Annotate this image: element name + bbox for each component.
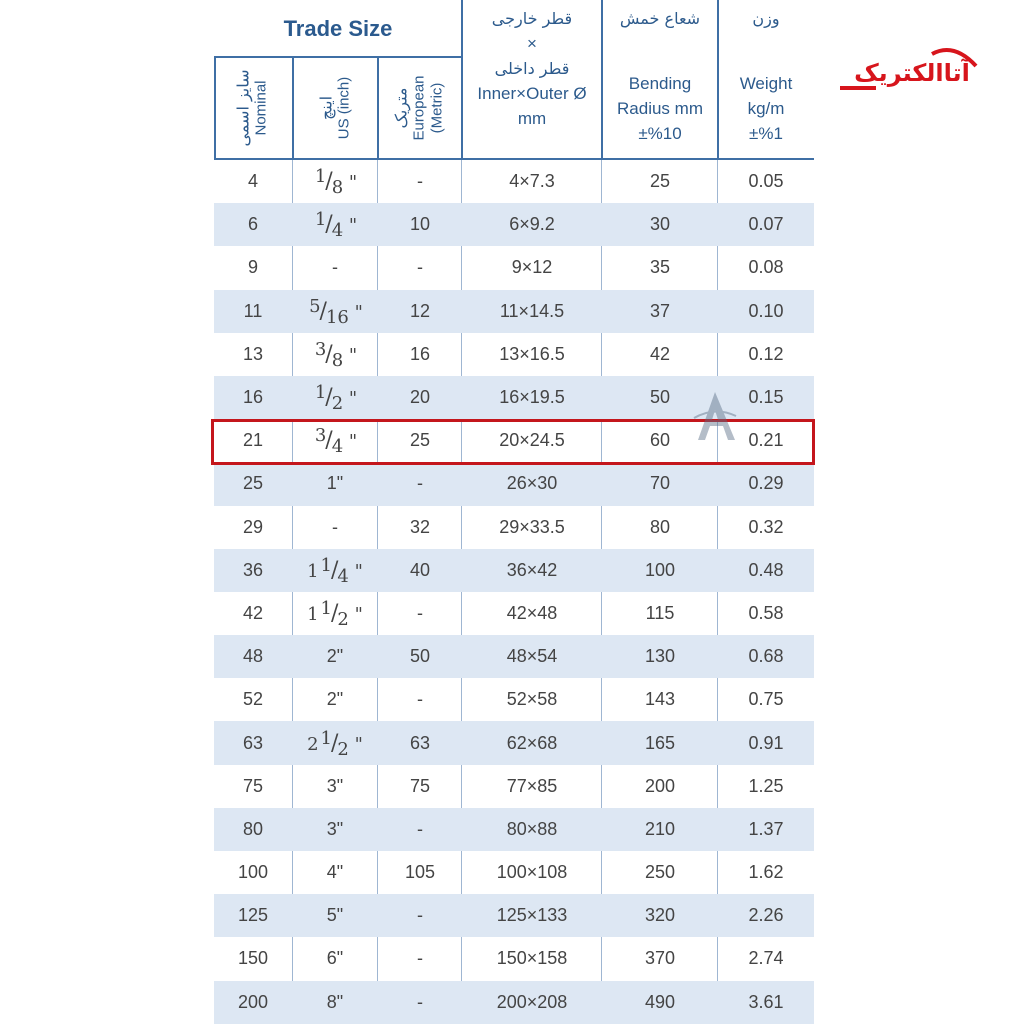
nominal-cell: 25 — [242, 473, 264, 494]
nominal-cell: 29 — [242, 516, 264, 537]
trade-size-underline — [214, 56, 462, 58]
diameter-header-inner-fa: قطر داخلی — [494, 59, 570, 78]
metric-cell: 75 — [409, 775, 431, 796]
metric-cell: 105 — [404, 862, 436, 883]
table-row — [214, 981, 814, 1024]
us-inch-cell: 6" — [326, 948, 344, 969]
us-inch-cell — [292, 382, 378, 415]
weight-cell: 1.25 — [748, 775, 784, 796]
bending-radius-cell: 210 — [644, 818, 676, 839]
weight-cell: 1.37 — [748, 818, 784, 839]
fraction-numerator: 3 — [314, 338, 327, 360]
metric-header-en: (Metric) — [429, 82, 446, 134]
nominal-cell: 13 — [242, 343, 264, 364]
fraction-numerator: 5 — [309, 295, 321, 317]
nominal-cell: 4 — [247, 171, 258, 192]
bending-radius-cell: 50 — [649, 387, 671, 408]
diameter-cell: 77×85 — [506, 775, 558, 796]
metric-cell: - — [417, 257, 423, 278]
diameter-header-en: Inner×Outer Ø — [477, 84, 587, 103]
bending-radius-cell: 35 — [649, 257, 671, 278]
bending-radius-cell: 130 — [644, 646, 676, 667]
nominal-cell: 21 — [242, 430, 264, 451]
metric-cell: 50 — [409, 646, 431, 667]
metric-cell: - — [417, 818, 423, 839]
fraction-inch-mark: " — [343, 344, 358, 366]
header-divider — [377, 57, 379, 159]
metric-cell: 16 — [409, 343, 431, 364]
diameter-cell: 9×12 — [511, 257, 553, 278]
table-row — [214, 808, 814, 851]
table-row — [214, 462, 814, 505]
bending-header-fa: شعاع خمش — [619, 9, 701, 28]
diameter-cell: 42×48 — [506, 602, 558, 623]
bending-header-tolerance: ±%10 — [638, 124, 682, 143]
diameter-cell: 29×33.5 — [499, 516, 565, 537]
weight-header-fa: وزن — [752, 9, 780, 28]
diameter-cell: 52×58 — [506, 689, 558, 710]
metric-cell: 20 — [409, 387, 431, 408]
fraction-slash: / — [325, 428, 333, 454]
header-divider — [292, 57, 294, 159]
us-inch-cell — [292, 166, 378, 199]
us-inch-cell: 4" — [326, 862, 344, 883]
metric-cell: 32 — [409, 516, 431, 537]
logo-text: آتاالکتریک — [854, 59, 970, 87]
nominal-cell: 42 — [242, 602, 264, 623]
weight-cell: 0.10 — [748, 300, 784, 321]
european-header-en: European — [411, 75, 428, 141]
us-inch-cell — [292, 338, 378, 371]
weight-header — [718, 0, 814, 165]
fraction-slash: / — [325, 212, 333, 238]
bending-radius-cell: 100 — [644, 559, 676, 580]
fraction-inch-mark: " — [348, 560, 363, 582]
nominal-cell: 80 — [242, 818, 264, 839]
weight-cell: 2.26 — [748, 905, 784, 926]
nominal-cell: 9 — [247, 257, 258, 278]
metric-header-fa: متریک — [392, 87, 411, 129]
diameter-cell: 20×24.5 — [499, 430, 565, 451]
fraction — [313, 209, 358, 242]
fraction-slash: / — [325, 169, 333, 195]
weight-cell: 0.48 — [748, 559, 784, 580]
us-inch-cell — [292, 554, 378, 587]
fraction — [313, 166, 358, 199]
fraction — [313, 382, 358, 415]
table-row — [214, 506, 814, 549]
bending-radius-cell: 25 — [649, 171, 671, 192]
metric-cell: - — [417, 905, 423, 926]
metric-cell: 12 — [409, 300, 431, 321]
bending-radius-cell: 37 — [649, 300, 671, 321]
weight-cell: 0.75 — [748, 689, 784, 710]
metric-cell: 40 — [409, 559, 431, 580]
fraction-denominator: 8 — [331, 177, 344, 199]
header-divider — [717, 0, 719, 159]
weight-cell: 0.32 — [748, 516, 784, 537]
diameter-cell: 48×54 — [506, 646, 558, 667]
us-inch-header-en: US (inch) — [334, 76, 352, 140]
us-inch-header — [292, 57, 378, 159]
table-row — [214, 635, 814, 678]
fraction-numerator: 1 — [314, 209, 327, 231]
diameter-cell: 4×7.3 — [509, 171, 555, 192]
fraction-denominator: 2 — [337, 738, 349, 760]
bending-radius-cell: 60 — [649, 430, 671, 451]
bending-radius-cell: 320 — [644, 905, 676, 926]
weight-cell: 0.58 — [748, 602, 784, 623]
trade-size-title: Trade Size — [283, 16, 393, 41]
bending-radius-cell: 70 — [649, 473, 671, 494]
diameter-cell: 125×133 — [496, 905, 568, 926]
weight-cell: 0.07 — [748, 214, 784, 235]
fraction-slash: / — [325, 385, 333, 411]
diameter-cell: 13×16.5 — [499, 343, 565, 364]
diameter-cell: 36×42 — [506, 559, 558, 580]
table-row — [214, 290, 814, 333]
bending-radius-cell: 115 — [645, 602, 675, 623]
fraction-denominator: 2 — [331, 393, 344, 415]
us-inch-cell: 1" — [326, 473, 344, 494]
diameter-cell: 200×208 — [496, 991, 568, 1012]
table-row — [214, 851, 814, 894]
weight-cell: 0.15 — [748, 387, 784, 408]
weight-cell: 0.68 — [748, 646, 784, 667]
metric-cell: 63 — [409, 732, 431, 753]
fraction-inch-mark: " — [343, 172, 358, 194]
nominal-cell: 75 — [242, 775, 264, 796]
diameter-header-times: × — [527, 34, 537, 53]
fraction — [307, 727, 363, 760]
metric-cell: - — [417, 689, 423, 710]
bending-radius-cell: 200 — [644, 775, 676, 796]
data-table-body — [214, 160, 814, 1024]
weight-cell: 0.29 — [748, 473, 784, 494]
diameter-cell: 26×30 — [506, 473, 558, 494]
metric-cell: - — [417, 473, 423, 494]
weight-cell: 0.08 — [748, 257, 784, 278]
table-row — [214, 549, 814, 592]
nominal-cell: 6 — [247, 214, 258, 235]
fraction — [313, 338, 358, 371]
us-inch-cell — [292, 597, 378, 630]
fraction-numerator: 1 — [314, 166, 327, 188]
header-divider — [214, 57, 216, 159]
watermark-icon — [690, 388, 740, 444]
header-divider — [461, 0, 463, 159]
nominal-cell: 63 — [242, 732, 264, 753]
fraction-numerator: 1 — [320, 597, 332, 619]
fraction-inch-mark: " — [343, 215, 358, 237]
fraction — [307, 554, 363, 587]
metric-cell: - — [417, 171, 423, 192]
nominal-cell: 36 — [242, 559, 264, 580]
fraction — [307, 295, 363, 328]
fraction-numerator: 3 — [314, 425, 327, 447]
fraction-inch-mark: " — [348, 603, 363, 625]
metric-cell: - — [417, 602, 423, 623]
us-inch-cell: 3" — [326, 775, 344, 796]
weight-cell: 3.61 — [748, 991, 784, 1012]
us-inch-cell: - — [332, 257, 338, 278]
nominal-cell: 100 — [237, 862, 269, 883]
fraction-numerator: 1 — [314, 382, 327, 404]
bending-header — [602, 0, 718, 165]
nominal-cell: 125 — [237, 905, 269, 926]
us-inch-cell — [292, 727, 378, 760]
bending-header-en-2: Radius mm — [617, 99, 703, 118]
weight-header-en-1: Weight — [739, 74, 793, 93]
metric-cell: 10 — [409, 214, 431, 235]
metric-cell: - — [417, 948, 423, 969]
fraction-inch-mark: " — [343, 431, 358, 453]
diameter-cell: 62×68 — [506, 732, 558, 753]
brand-logo — [836, 44, 980, 100]
diameter-cell: 16×19.5 — [499, 387, 565, 408]
nominal-header — [214, 57, 292, 159]
bending-radius-cell: 80 — [649, 516, 671, 537]
bending-radius-cell: 30 — [649, 214, 671, 235]
fraction-denominator: 4 — [331, 220, 344, 242]
fraction-slash: / — [325, 341, 333, 367]
fraction-inch-mark: " — [343, 388, 358, 410]
nominal-header-fa: سایز اسمی — [234, 69, 253, 147]
fraction-denominator: 8 — [331, 349, 344, 371]
table-row — [214, 937, 814, 980]
table-row — [214, 721, 814, 764]
table-row — [214, 333, 814, 376]
fraction-denominator: 2 — [337, 608, 349, 630]
fraction-denominator: 16 — [325, 306, 349, 328]
bending-radius-cell: 370 — [644, 948, 676, 969]
us-inch-cell: 2" — [326, 689, 344, 710]
diameter-cell: 6×9.2 — [509, 214, 555, 235]
fraction — [307, 597, 363, 630]
fraction-whole: 1 — [307, 560, 319, 582]
fraction-slash: / — [331, 730, 339, 756]
fraction-numerator: 1 — [320, 554, 332, 576]
weight-header-en-2: kg/m — [747, 99, 785, 118]
nominal-cell: 52 — [242, 689, 264, 710]
weight-cell: 0.91 — [748, 732, 784, 753]
us-inch-cell: 3" — [326, 818, 344, 839]
nominal-cell: 16 — [242, 387, 264, 408]
fraction-inch-mark: " — [348, 733, 363, 755]
nominal-cell: 48 — [242, 646, 264, 667]
diameter-header — [462, 0, 602, 165]
metric-cell: 25 — [409, 430, 431, 451]
bending-radius-cell: 42 — [649, 343, 671, 364]
metric-header — [378, 57, 462, 159]
nominal-header-en: Nominal — [253, 80, 270, 136]
table-row — [214, 160, 814, 203]
header-divider — [601, 0, 603, 159]
bending-radius-cell: 165 — [644, 732, 676, 753]
diameter-cell: 11×14.5 — [499, 300, 565, 321]
bending-radius-cell: 143 — [644, 689, 676, 710]
fraction-slash: / — [319, 298, 327, 324]
table-row — [214, 894, 814, 937]
diameter-cell: 150×158 — [496, 948, 568, 969]
table-row — [214, 203, 814, 246]
diameter-header-unit: mm — [517, 109, 547, 128]
table-row — [214, 765, 814, 808]
fraction-slash: / — [331, 600, 339, 626]
nominal-cell: 150 — [237, 948, 269, 969]
weight-cell: 0.12 — [748, 343, 784, 364]
fraction-inch-mark: " — [348, 301, 363, 323]
bending-radius-cell: 490 — [644, 991, 676, 1012]
us-inch-cell — [292, 295, 378, 328]
us-inch-cell: 2" — [326, 646, 344, 667]
metric-cell: - — [417, 991, 423, 1012]
fraction-numerator: 1 — [320, 727, 332, 749]
weight-cell: 2.74 — [748, 948, 784, 969]
us-inch-cell: 8" — [326, 991, 344, 1012]
table-row — [214, 246, 814, 289]
us-inch-header-fa: اینچ — [315, 95, 335, 121]
fraction-denominator: 4 — [331, 436, 344, 458]
us-inch-cell: 5" — [326, 905, 344, 926]
diameter-cell: 100×108 — [496, 862, 568, 883]
diameter-header-outer-fa: قطر خارجی — [491, 9, 573, 28]
bending-radius-cell: 250 — [644, 862, 676, 883]
nominal-cell: 200 — [237, 991, 269, 1012]
weight-cell: 1.62 — [748, 862, 784, 883]
diameter-cell: 80×88 — [506, 818, 558, 839]
bending-header-en-1: Bending — [628, 74, 692, 93]
table-row — [214, 678, 814, 721]
table-row — [214, 592, 814, 635]
fraction-whole: 2 — [307, 733, 319, 755]
fraction-slash: / — [331, 557, 339, 583]
nominal-cell: 11 — [243, 300, 263, 321]
us-inch-cell — [292, 209, 378, 242]
fraction-whole: 1 — [307, 603, 319, 625]
weight-cell: 0.21 — [748, 430, 784, 451]
fraction-denominator: 4 — [337, 565, 349, 587]
weight-cell: 0.05 — [748, 171, 784, 192]
us-inch-cell: - — [332, 516, 338, 537]
weight-header-tolerance: ±%1 — [749, 124, 783, 143]
